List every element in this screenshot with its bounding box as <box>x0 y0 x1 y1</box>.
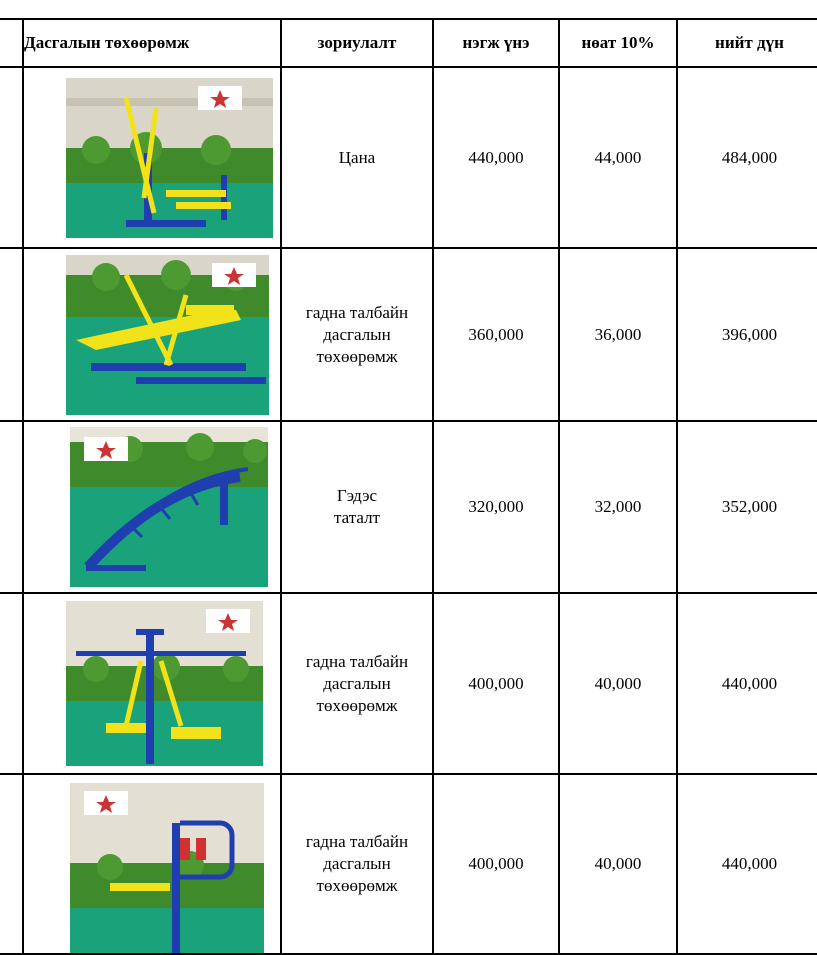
unit-price: 320,000 <box>433 421 559 593</box>
purpose-cell <box>281 593 433 774</box>
total-amount: 352,000 <box>677 421 817 593</box>
purpose-cell <box>281 774 433 954</box>
row-number <box>0 67 23 248</box>
total-amount: 440,000 <box>677 593 817 774</box>
purpose-line: төхөөрөмж <box>316 346 398 366</box>
purpose-line: төхөөрөмж <box>316 876 398 895</box>
header-row <box>0 19 817 67</box>
ski-machine-photo <box>66 78 273 238</box>
rider-machine-photo <box>66 255 269 415</box>
purpose-line: Гэдэс <box>336 486 378 505</box>
equipment-photo-cell <box>23 774 281 954</box>
vat-amount: 44,000 <box>559 67 677 248</box>
table-row <box>0 248 817 421</box>
purpose-line: дасгалын <box>323 854 391 873</box>
header-equipment: Дасгалын төхөөрөмж <box>23 19 281 67</box>
unit-price: 400,000 <box>433 593 559 774</box>
equipment-photo-cell <box>23 67 281 248</box>
purpose-line: гадна талбайн <box>305 651 409 671</box>
total-amount: 396,000 <box>677 248 817 421</box>
vat-amount: 36,000 <box>559 248 677 421</box>
equipment-photo-cell <box>23 248 281 421</box>
twin-walker-photo <box>66 601 263 766</box>
total-amount: 484,000 <box>677 67 817 248</box>
total-amount: 440,000 <box>677 774 817 954</box>
purpose-cell <box>281 248 433 421</box>
header-vat: нөат 10% <box>559 19 677 67</box>
purpose-line: таталт <box>334 508 380 527</box>
table-row <box>0 593 817 774</box>
vat-amount: 40,000 <box>559 593 677 774</box>
purpose-line: Цана <box>338 147 376 167</box>
header-purpose: зориулалт <box>281 19 433 67</box>
unit-price: 400,000 <box>433 774 559 954</box>
purpose-line: төхөөрөмж <box>316 695 398 715</box>
row-number <box>0 248 23 421</box>
header-no <box>0 19 23 67</box>
vat-amount: 32,000 <box>559 421 677 593</box>
equipment-photo-cell <box>23 421 281 593</box>
vat-amount: 40,000 <box>559 774 677 954</box>
purpose-line: гадна талбайн <box>305 302 409 322</box>
row-number <box>0 774 23 954</box>
table-row <box>0 421 817 593</box>
unit-price: 440,000 <box>433 67 559 248</box>
purpose-cell <box>281 421 433 593</box>
sit-up-bench-photo <box>70 427 268 587</box>
row-number <box>0 421 23 593</box>
header-unit-price: нэгж үнэ <box>433 19 559 67</box>
row-number <box>0 593 23 774</box>
waist-twister-photo <box>70 783 264 953</box>
purpose-line: дасгалын <box>323 673 391 693</box>
purpose-line: гадна талбайн <box>305 832 409 851</box>
table-row <box>0 67 817 248</box>
table-row <box>0 774 817 954</box>
header-total: нийт дүн <box>677 19 817 67</box>
purpose-cell <box>281 67 433 248</box>
unit-price: 360,000 <box>433 248 559 421</box>
equipment-photo-cell <box>23 593 281 774</box>
price-table <box>0 18 817 955</box>
purpose-line: дасгалын <box>323 324 391 344</box>
